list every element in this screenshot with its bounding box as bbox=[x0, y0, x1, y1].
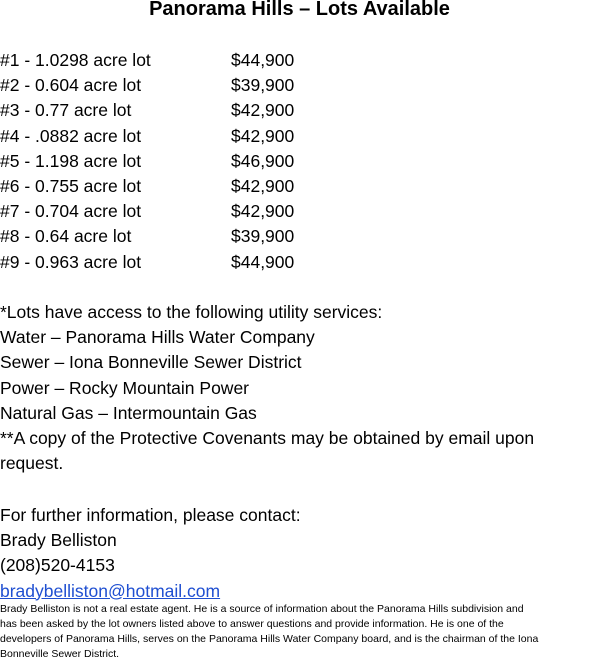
lot-price: $42,900 bbox=[231, 100, 295, 121]
lot-description: #5 - 1.198 acre lot bbox=[0, 150, 142, 171]
lot-price: $42,900 bbox=[231, 201, 295, 222]
utility-gas: Natural Gas – Intermountain Gas bbox=[0, 402, 257, 423]
lot-row-9 bbox=[0, 250, 294, 275]
lot-description: #1 - 1.0298 acre lot bbox=[0, 50, 151, 70]
page-title: Panorama Hills – Lots Available bbox=[149, 0, 450, 20]
lot-price: $39,900 bbox=[231, 75, 295, 96]
lot-row-4 bbox=[0, 124, 294, 149]
utility-sewer: Sewer – Iona Bonneville Sewer District bbox=[0, 352, 302, 373]
lot-price: $44,900 bbox=[231, 50, 295, 70]
lot-list bbox=[0, 48, 294, 275]
lot-row-8 bbox=[0, 224, 294, 249]
covenants-note: **A copy of the Protective Covenants may be obtained by email upon request. bbox=[0, 428, 535, 474]
lot-description: #6 - 0.755 acre lot bbox=[0, 175, 142, 196]
lot-price: $39,900 bbox=[231, 226, 295, 247]
lot-description: #2 - 0.604 acre lot bbox=[0, 75, 142, 96]
lot-price: $42,900 bbox=[231, 125, 295, 146]
disclaimer-line: has been asked by the lot owners listed above to answer questions and provide information. He is one of the bbox=[0, 618, 504, 630]
disclaimer bbox=[0, 602, 599, 661]
lot-row-6 bbox=[0, 174, 294, 199]
lot-row-2 bbox=[0, 73, 294, 98]
lot-row-7 bbox=[0, 199, 294, 224]
lot-description: #4 - .0882 acre lot bbox=[0, 125, 142, 146]
lot-description: #9 - 0.963 acre lot bbox=[0, 251, 142, 272]
disclaimer-line: developers of Panorama Hills, serves on the Panorama Hills Water Company board, and is the chairman of the Iona bbox=[0, 633, 539, 645]
lot-row-1 bbox=[0, 48, 294, 73]
contact-name: Brady Belliston bbox=[0, 530, 117, 551]
utility-water: Water – Panorama Hills Water Company bbox=[0, 327, 315, 348]
lot-row-5 bbox=[0, 149, 294, 174]
disclaimer-line: Brady Belliston is not a real estate agent. He is a source of information about the Panorama Hills subdivision and bbox=[0, 603, 524, 615]
disclaimer-line: Bonneville Sewer District. bbox=[0, 648, 120, 660]
utilities-intro: *Lots have access to the following utility services: bbox=[0, 302, 383, 322]
lot-description: #7 - 0.704 acre lot bbox=[0, 201, 142, 222]
utility-services bbox=[0, 300, 599, 476]
lot-row-3 bbox=[0, 98, 294, 123]
contact-phone: (208)520-4153 bbox=[0, 555, 115, 576]
lot-price: $44,900 bbox=[231, 251, 295, 272]
utility-power: Power – Rocky Mountain Power bbox=[0, 377, 249, 398]
contact-intro: For further information, please contact: bbox=[0, 505, 301, 525]
lot-description: #8 - 0.64 acre lot bbox=[0, 226, 132, 247]
lot-description: #3 - 0.77 acre lot bbox=[0, 100, 132, 121]
lot-price: $42,900 bbox=[231, 175, 295, 196]
contact-email-link[interactable]: bradybelliston@hotmail.com bbox=[0, 580, 221, 601]
contact-info bbox=[0, 503, 599, 604]
lot-price: $46,900 bbox=[231, 150, 295, 171]
